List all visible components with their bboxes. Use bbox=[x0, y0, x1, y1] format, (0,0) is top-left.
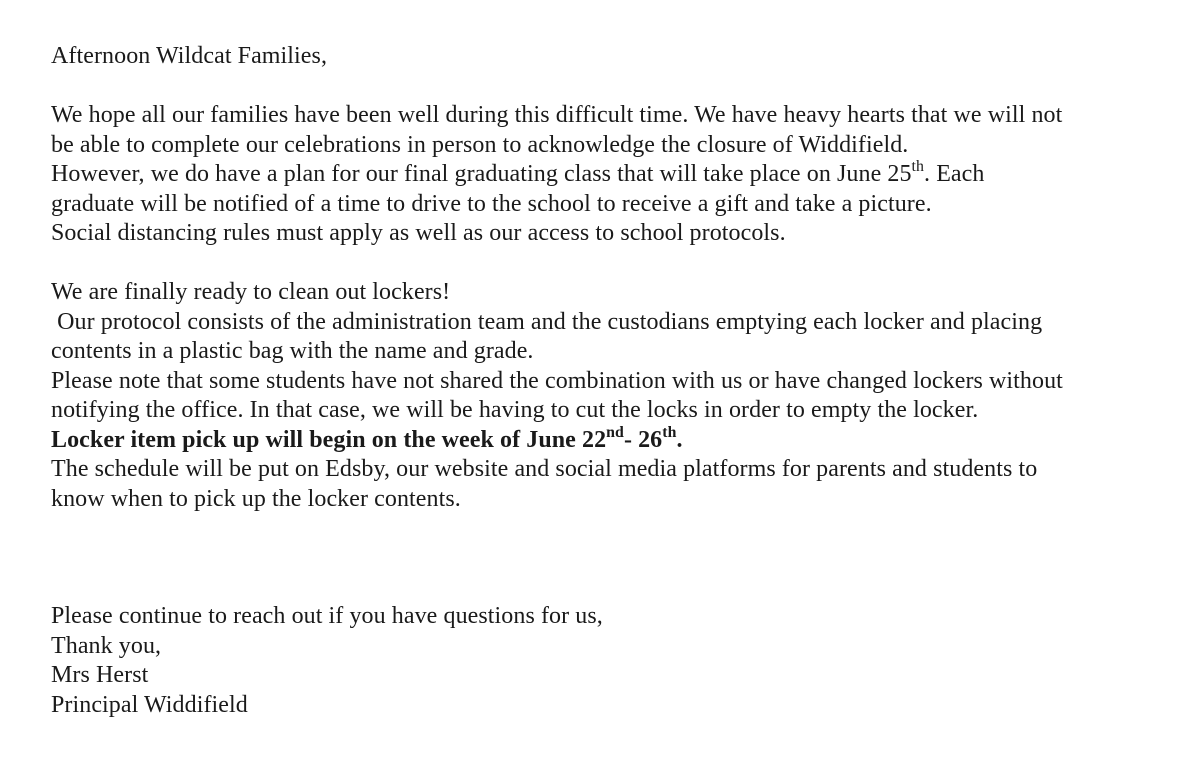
ordinal-suffix: th bbox=[911, 158, 925, 176]
closing bbox=[51, 602, 1181, 720]
ordinal-suffix: th bbox=[662, 423, 677, 441]
letter-body bbox=[51, 42, 1181, 720]
text-line: graduate will be notified of a time to drive to the school to receive a gift and take a picture. bbox=[51, 190, 932, 217]
text-line: Social distancing rules must apply as well as our access to school protocols. bbox=[51, 220, 786, 246]
section-gap bbox=[51, 514, 1181, 602]
text-line: know when to pick up the locker contents. bbox=[51, 485, 461, 512]
text-segment: . Each bbox=[924, 161, 985, 187]
sign-off: Thank you, bbox=[51, 632, 162, 659]
text-segment: - 26 bbox=[623, 426, 663, 453]
text-segment: . bbox=[676, 426, 683, 453]
signer-title: Principal Widdifield bbox=[51, 691, 248, 718]
ordinal-suffix: nd bbox=[606, 423, 624, 441]
paragraph-lockers bbox=[51, 278, 1181, 514]
text-line: notifying the office. In that case, we will be having to cut the locks in order to empty the locker. bbox=[51, 397, 979, 423]
pickup-announcement bbox=[51, 423, 1181, 456]
text-line: The schedule will be put on Edsby, our website and social media platforms for parents and students to bbox=[51, 456, 1038, 482]
signer-name: Mrs Herst bbox=[51, 662, 149, 688]
text-line: Please note that some students have not shared the combination with us or have changed lockers without bbox=[51, 367, 1063, 394]
closing-line: Please continue to reach out if you have questions for us, bbox=[51, 603, 603, 629]
text-segment: Locker item pick up will begin on the week of June 22 bbox=[51, 426, 607, 453]
text-line bbox=[51, 160, 1181, 190]
paragraph-gap bbox=[51, 249, 1181, 279]
text-line: We are finally ready to clean out lockers! bbox=[51, 279, 451, 305]
text-segment: However, we do have a plan for our final graduating class that will take place on June 25 bbox=[51, 161, 912, 187]
greeting: Afternoon Wildcat Families, bbox=[51, 43, 328, 69]
text-line: be able to complete our celebrations in person to acknowledge the closure of Widdifield. bbox=[51, 131, 909, 158]
text-line: Our protocol consists of the administration team and the custodians emptying each locker and placing bbox=[51, 308, 1043, 335]
paragraph-gap bbox=[51, 72, 1181, 102]
text-line: We hope all our families have been well during this difficult time. We have heavy hearts that we will not bbox=[51, 102, 1063, 128]
text-line: contents in a plastic bag with the name and grade. bbox=[51, 338, 534, 364]
paragraph-graduation bbox=[51, 101, 1181, 249]
